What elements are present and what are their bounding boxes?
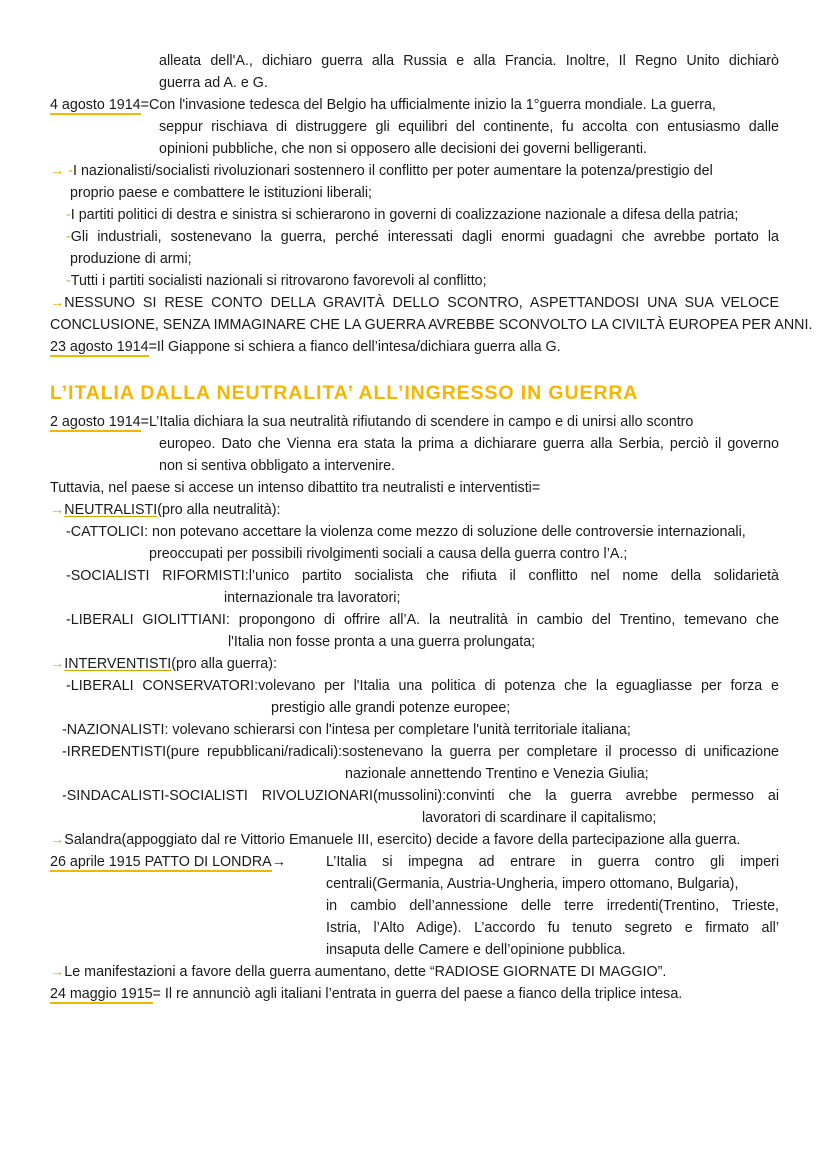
text-line: -IRREDENTISTI(pure repubblicani/radicali):sostenevano la guerra per completare il processo di unificazione [62, 744, 779, 760]
text-line: internazionale tra lavoratori; [224, 590, 401, 606]
date-entry: 2 agosto 1914=L’Italia dichiara la sua neutralità rifiutando di scendere in campo e di unirsi allo scontro [50, 414, 694, 430]
text-line: Tuttavia, nel paese si accese un intenso dibattito tra neutralisti e interventisti= [50, 480, 541, 496]
text-line: lavoratori di scardinare il capitalismo; [422, 810, 657, 826]
bullet-line: →Salandra(appoggiato dal re Vittorio Emanuele III, esercito) decide a favore della partecipazione alla guerra. [50, 832, 741, 848]
section-heading: L’ITALIA DALLA NEUTRALITA’ ALL’INGRESSO IN GUERRA [50, 382, 639, 404]
text-line: -SINDACALISTI-SOCIALISTI RIVOLUZIONARI(mussolini):convinti che la guerra avrebbe permesso ai [62, 788, 779, 804]
date-label: 24 maggio 1915 [50, 986, 153, 1002]
date-entry [50, 853, 286, 872]
text-line: nazionale annettendo Trentino e Venezia Giulia; [345, 766, 649, 782]
arrow-right-icon: → [50, 964, 65, 980]
bullet-line: -Gli industriali, sostenevano la guerra, perché interessati dagli enormi guadagni che avrebbe portato la [66, 229, 779, 245]
text-line: guerra ad A. e G. [159, 75, 268, 91]
text-line: CONCLUSIONE, SENZA IMMAGINARE CHE LA GUERRA AVREBBE SCONVOLTO LA CIVILTÀ EUROPEA PER ANNI. [50, 317, 813, 333]
bullet-line: -I partiti politici di destra e sinistra si schierarono in governi di coalizzazione nazionale a difesa della patria; [66, 207, 739, 223]
text-line: non si sentiva obbligato a intervenire. [159, 458, 396, 474]
date-entry: 23 agosto 1914=Il Giappone si schiera a fianco dell’intesa/dichiara guerra alla G. [50, 339, 561, 355]
dash-icon: - [66, 273, 71, 289]
date-label: 23 agosto 1914 [50, 339, 149, 355]
text-line: in cambio dell’annessione delle terre irredenti(Trentino, Trieste, [326, 898, 779, 914]
date-entry: 4 agosto 1914=Con l'invasione tedesca del Belgio ha ufficialmente inizio la 1°guerra mondiale. La guerra, [50, 97, 716, 113]
text-line: prestigio alle grandi potenze europee; [271, 700, 511, 716]
text-line: L’Italia si impegna ad entrare in guerra contro gli imperi [326, 854, 779, 870]
text-line: -NAZIONALISTI: volevano schierarsi con l'intesa per completare l'unità territoriale italiana; [62, 722, 631, 738]
text-line: -SOCIALISTI RIFORMISTI:l’unico partito socialista che rifiuta il conflitto nel nome della solidarietà [66, 568, 779, 584]
text-line: preoccupati per possibili rivolgimenti sociali a causa della guerra contro l’A.; [149, 546, 628, 562]
bullet-line: → -I nazionalisti/socialisti rivoluzionari sostennero il conflitto per poter aumentare la potenza/prestigio del [50, 163, 713, 179]
text-line: -LIBERALI GIOLITTIANI: propongono di offrire all’A. la neutralità in cambio del Trentino, temevano che [66, 612, 779, 628]
text-line: Istria, l’Alto Adige). L’accordo fu tenuto segreto e firmato all’ [326, 920, 779, 936]
dash-icon: - [66, 207, 71, 223]
arrow-right-icon: → [50, 295, 65, 311]
arrow-right-icon: → [271, 854, 286, 870]
text-line: alleata dell'A., dichiaro guerra alla Russia e alla Francia. Inoltre, Il Regno Unito dichiarò [159, 53, 779, 69]
text-line: -CATTOLICI: non potevano accettare la violenza come mezzo di soluzione delle controversie internazionali, [66, 524, 746, 540]
dash-icon: - [66, 229, 71, 245]
date-label: 4 agosto 1914 [50, 97, 141, 113]
arrow-right-icon: → [50, 832, 65, 848]
text-line: centrali(Germania, Austria-Ungheria, impero ottomano, Bulgaria), [326, 876, 739, 892]
date-label: 2 agosto 1914 [50, 414, 141, 430]
date-entry: 24 maggio 1915= Il re annunciò agli italiani l’entrata in guerra del paese a fianco della triplice intesa. [50, 986, 683, 1002]
category-label: NEUTRALISTI [64, 502, 158, 518]
category-label: INTERVENTISTI [64, 656, 172, 672]
text-line: europeo. Dato che Vienna era stata la prima a dichiarare guerra alla Serbia, perciò il governo [159, 436, 779, 452]
date-label: 26 aprile 1915 PATTO DI LONDRA [50, 854, 272, 870]
category-header: →INTERVENTISTI(pro alla guerra): [50, 656, 277, 672]
text-line: opinioni pubbliche, che non si opposero alle decisioni dei governi belligeranti. [159, 141, 648, 157]
category-header: →NEUTRALISTI(pro alla neutralità): [50, 502, 281, 518]
arrow-right-icon: → [50, 502, 65, 518]
text-line: produzione di armi; [70, 251, 192, 267]
text-line: -LIBERALI CONSERVATORI:volevano per l'Italia una politica di potenza che la eguagliasse per forza e [66, 678, 779, 694]
arrow-right-icon: → [50, 656, 65, 672]
bullet-line: →NESSUNO SI RESE CONTO DELLA GRAVITÀ DELLO SCONTRO, ASPETTANDOSI UNA SUA VELOCE [50, 295, 779, 311]
dash-icon: - [64, 163, 74, 179]
arrow-right-icon: → [50, 163, 65, 179]
bullet-line: →Le manifestazioni a favore della guerra aumentano, dette “RADIOSE GIORNATE DI MAGGIO”. [50, 964, 667, 980]
bullet-line: -Tutti i partiti socialisti nazionali si ritrovarono favorevoli al conflitto; [66, 273, 487, 289]
text-line: insaputa delle Camere e dell’opinione pubblica. [326, 942, 626, 958]
text-line: l'Italia non fosse pronta a una guerra prolungata; [228, 634, 536, 650]
text-line: proprio paese e combattere le istituzioni liberali; [70, 185, 372, 201]
text-line: seppur rischiava di distruggere gli equilibri del continente, fu accolta con entusiasmo dalle [159, 119, 779, 135]
